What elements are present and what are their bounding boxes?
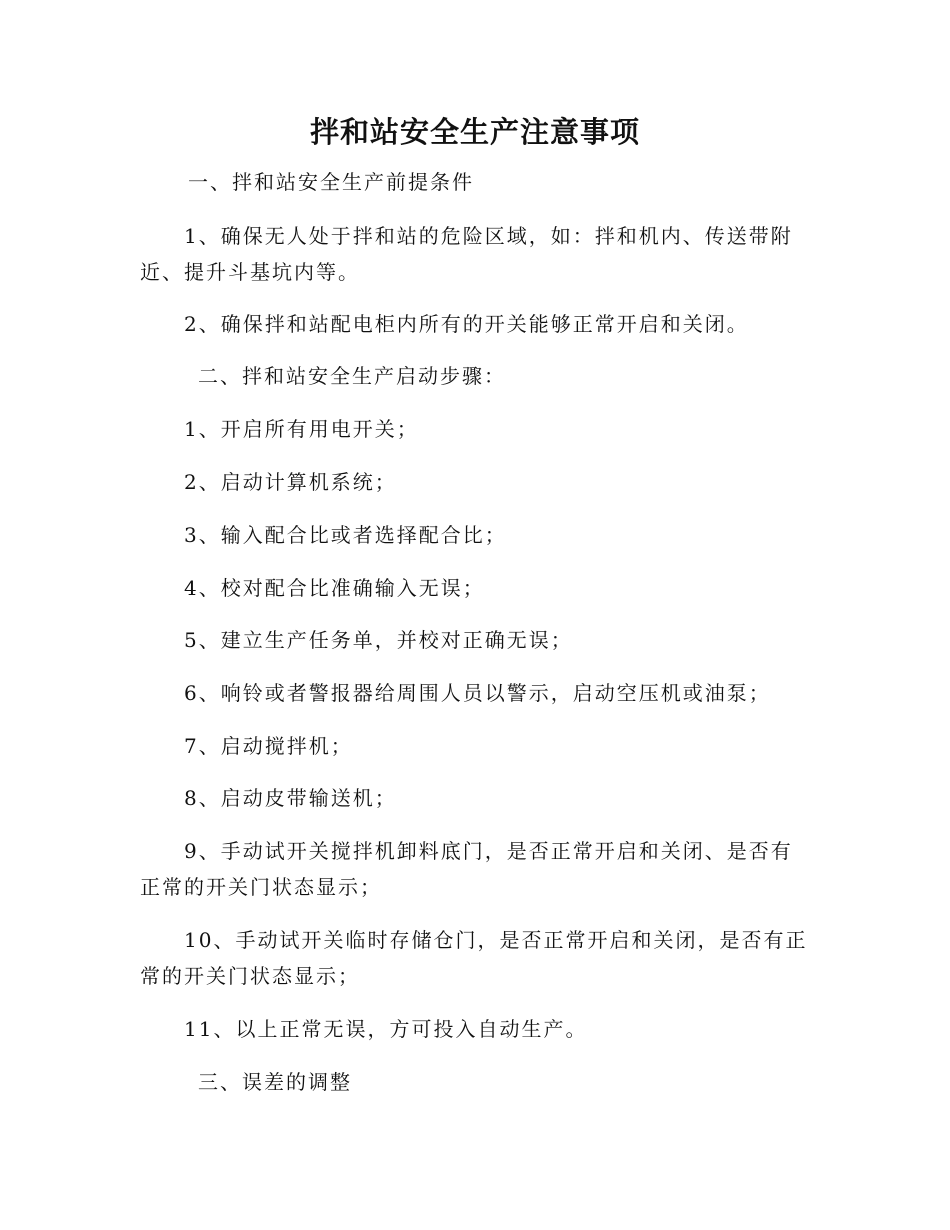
paragraph-item: 2、确保拌和站配电柜内所有的开关能够正常开启和关闭。: [184, 312, 749, 336]
paragraph-item: 1、确保无人处于拌和站的危险区域，如：拌和机内、传送带附近、提升斗基坑内等。: [140, 224, 793, 284]
section-heading-3: 三、误差的调整: [198, 1070, 352, 1094]
paragraph-item: 3、输入配合比或者选择配合比；: [184, 523, 507, 547]
paragraph-item: 8、启动皮带输送机；: [184, 786, 397, 810]
document-title: 拌和站安全生产注意事项: [309, 115, 640, 149]
paragraph-item: 1、开启所有用电开关；: [184, 417, 419, 441]
section-heading-2: 二、拌和站安全生产启动步骤：: [198, 364, 506, 388]
paragraph-item: 5、建立生产任务单，并校对正确无误；: [184, 628, 573, 652]
paragraph-item: 11、以上正常无误，方可投入自动生产。: [184, 1017, 588, 1041]
section-heading-1: 一、拌和站安全生产前提条件: [188, 170, 474, 194]
paragraph-item: 4、校对配合比准确输入无误；: [184, 576, 485, 600]
paragraph-item: 2、启动计算机系统；: [184, 470, 397, 494]
paragraph-item: 10、手动试开关临时存储仓门，是否正常开启和关闭，是否有正常的开关门状态显示；: [140, 928, 808, 988]
paragraph-item: 7、启动搅拌机；: [184, 734, 353, 758]
paragraph-item: 6、响铃或者警报器给周围人员以警示，启动空压机或油泵；: [184, 681, 771, 705]
paragraph-item: 9、手动试开关搅拌机卸料底门，是否正常开启和关闭、是否有正常的开关门状态显示；: [140, 839, 793, 899]
